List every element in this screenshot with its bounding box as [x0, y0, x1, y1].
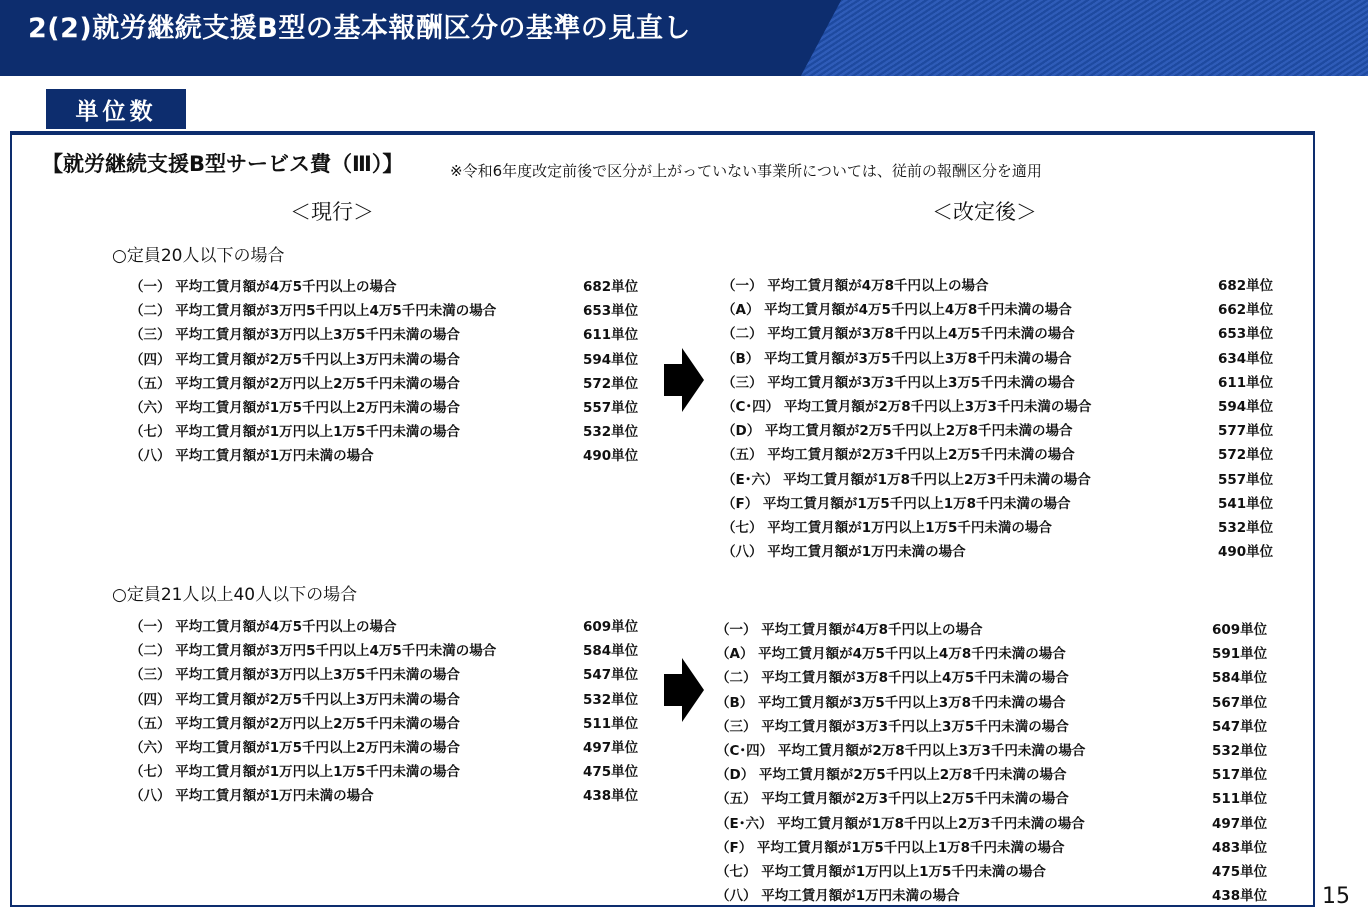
section-title: ○定員20人以下の場合 — [112, 246, 285, 266]
rate-value: 611単位 — [583, 327, 639, 344]
rate-label: （二） 平均工賃月額が3万円5千円以上4万5千円未満の場合 — [130, 303, 497, 320]
rate-value: 653単位 — [583, 303, 639, 320]
rate-label: （一） 平均工賃月額が4万5千円以上の場合 — [130, 619, 397, 635]
rate-value: 547単位 — [1212, 718, 1268, 735]
rate-value: 557単位 — [583, 400, 639, 416]
revised-rate-row — [716, 884, 1272, 908]
current-rate-row — [130, 348, 643, 372]
rate-label: （六） 平均工賃月額が1万5千円以上2万円未満の場合 — [130, 740, 460, 756]
rate-label: （七） 平均工賃月額が1万円以上1万5千円未満の場合 — [716, 864, 1046, 880]
rate-label: （五） 平均工賃月額が2万3千円以上2万5千円未満の場合 — [716, 791, 1069, 808]
current-rate-row — [130, 615, 643, 639]
rate-value: 572単位 — [583, 375, 639, 392]
rate-label: （四） 平均工賃月額が2万5千円以上3万円未満の場合 — [130, 691, 460, 708]
current-rate-row — [130, 323, 643, 347]
rate-value: 567単位 — [1212, 694, 1268, 711]
rate-value: 584単位 — [1212, 670, 1268, 687]
rate-value: 497単位 — [1212, 815, 1268, 832]
rate-label: （三） 平均工賃月額が3万3千円以上3万5千円未満の場合 — [722, 374, 1075, 391]
rate-value: 682単位 — [1218, 278, 1274, 294]
revised-rate-row — [722, 443, 1278, 467]
rate-value: 497単位 — [583, 740, 639, 756]
rate-label: （D） 平均工賃月額が2万5千円以上2万8千円未満の場合 — [716, 767, 1067, 784]
rate-value: 572単位 — [1218, 447, 1274, 464]
page-title: 2(2)就労継続支援B型の基本報酬区分の基準の見直し — [28, 13, 691, 44]
revised-rate-row — [716, 763, 1272, 787]
rate-label: （三） 平均工賃月額が3万3千円以上3万5千円未満の場合 — [716, 718, 1069, 735]
rate-label: （二） 平均工賃月額が3万8千円以上4万5千円未満の場合 — [716, 670, 1069, 687]
revised-rate-row — [722, 492, 1278, 516]
rate-label: （六） 平均工賃月額が1万5千円以上2万円未満の場合 — [130, 400, 460, 416]
current-rate-row — [130, 688, 643, 712]
current-rate-row — [130, 760, 643, 784]
revised-rate-row — [716, 642, 1272, 666]
rate-value: 609単位 — [1212, 622, 1268, 638]
slide-header — [0, 0, 1368, 76]
rate-value: 609単位 — [583, 619, 639, 635]
rate-label: （二） 平均工賃月額が3万8千円以上4万5千円未満の場合 — [722, 326, 1075, 343]
column-heading-current: ＜現行＞ — [290, 200, 374, 224]
rate-value: 490単位 — [1218, 544, 1274, 561]
rate-label: （E･六） 平均工賃月額が1万8千円以上2万3千円未満の場合 — [722, 471, 1091, 488]
revised-rate-row — [716, 715, 1272, 739]
revised-rate-row — [716, 739, 1272, 763]
rate-value: 594単位 — [1218, 399, 1274, 415]
rate-value: 438単位 — [1212, 888, 1268, 905]
rate-value: 532単位 — [583, 424, 639, 441]
revised-rate-row — [722, 395, 1278, 419]
rate-value: 511単位 — [583, 715, 639, 732]
rate-label: （七） 平均工賃月額が1万円以上1万5千円未満の場合 — [130, 764, 460, 781]
rate-label: （二） 平均工賃月額が3万円5千円以上4万5千円未満の場合 — [130, 643, 497, 660]
revised-rate-row — [722, 371, 1278, 395]
rate-label: （A） 平均工賃月額が4万5千円以上4万8千円未満の場合 — [716, 646, 1066, 663]
rate-label: （一） 平均工賃月額が4万5千円以上の場合 — [130, 279, 397, 295]
revised-rate-row — [722, 516, 1278, 540]
arrow-right-icon — [664, 348, 704, 412]
page-number: 15 — [1322, 884, 1350, 909]
revised-rate-row — [716, 812, 1272, 836]
current-rate-row — [130, 712, 643, 736]
rate-label: （四） 平均工賃月額が2万5千円以上3万円未満の場合 — [130, 351, 460, 368]
rate-value: 490単位 — [583, 448, 639, 465]
current-rate-row — [130, 444, 643, 468]
rate-value: 532単位 — [1218, 520, 1274, 536]
rate-value: 438単位 — [583, 788, 639, 805]
tab-label: 単位数 — [46, 89, 186, 129]
rate-label: （三） 平均工賃月額が3万円以上3万5千円未満の場合 — [130, 667, 460, 684]
revised-rate-row — [722, 298, 1278, 322]
revised-rate-row — [716, 618, 1272, 642]
header-decoration — [793, 0, 1368, 76]
revised-rate-row — [722, 540, 1278, 564]
current-rate-row — [130, 420, 643, 444]
rate-label: （八） 平均工賃月額が1万円未満の場合 — [722, 544, 966, 561]
rate-value: 557単位 — [1218, 471, 1274, 488]
rate-label: （一） 平均工賃月額が4万8千円以上の場合 — [722, 278, 989, 294]
rate-label: （三） 平均工賃月額が3万円以上3万5千円未満の場合 — [130, 327, 460, 344]
current-rate-row — [130, 663, 643, 687]
rate-label: （八） 平均工賃月額が1万円未満の場合 — [130, 788, 374, 805]
rate-value: 611単位 — [1218, 374, 1274, 391]
rate-label: （E･六） 平均工賃月額が1万8千円以上2万3千円未満の場合 — [716, 815, 1085, 832]
rate-value: 577単位 — [1218, 423, 1274, 440]
revised-rate-row — [716, 860, 1272, 884]
revised-rate-row — [716, 691, 1272, 715]
rate-label: （F） 平均工賃月額が1万5千円以上1万8千円未満の場合 — [722, 495, 1071, 512]
revised-rate-row — [722, 419, 1278, 443]
current-rate-row — [130, 784, 643, 808]
revised-rate-row — [716, 666, 1272, 690]
rate-label: （D） 平均工賃月額が2万5千円以上2万8千円未満の場合 — [722, 423, 1073, 440]
column-heading-revised: ＜改定後＞ — [932, 200, 1037, 224]
rate-value: 511単位 — [1212, 791, 1268, 808]
current-rate-row — [130, 639, 643, 663]
rate-label: （B） 平均工賃月額が3万5千円以上3万8千円未満の場合 — [722, 350, 1072, 367]
rate-label: （A） 平均工賃月額が4万5千円以上4万8千円未満の場合 — [722, 302, 1072, 319]
rate-value: 483単位 — [1212, 839, 1268, 856]
rate-label: （五） 平均工賃月額が2万円以上2万5千円未満の場合 — [130, 715, 460, 732]
revised-rate-row — [722, 322, 1278, 346]
rate-value: 682単位 — [583, 279, 639, 295]
current-rate-row — [130, 299, 643, 323]
revised-rate-row — [722, 468, 1278, 492]
rate-value: 584単位 — [583, 643, 639, 660]
rate-label: （C･四） 平均工賃月額が2万8千円以上3万3千円未満の場合 — [716, 743, 1086, 759]
current-rate-row — [130, 275, 643, 299]
rate-label: （五） 平均工賃月額が2万3千円以上2万5千円未満の場合 — [722, 447, 1075, 464]
current-rate-row — [130, 372, 643, 396]
rate-value: 475単位 — [583, 764, 639, 781]
revised-rate-row — [722, 274, 1278, 298]
rate-label: （一） 平均工賃月額が4万8千円以上の場合 — [716, 622, 983, 638]
rate-label: （七） 平均工賃月額が1万円以上1万5千円未満の場合 — [130, 424, 460, 441]
rate-value: 517単位 — [1212, 767, 1268, 784]
rate-value: 591単位 — [1212, 646, 1268, 663]
rate-label: （F） 平均工賃月額が1万5千円以上1万8千円未満の場合 — [716, 839, 1065, 856]
rate-value: 594単位 — [583, 351, 639, 368]
rate-label: （B） 平均工賃月額が3万5千円以上3万8千円未満の場合 — [716, 694, 1066, 711]
rate-label: （五） 平均工賃月額が2万円以上2万5千円未満の場合 — [130, 375, 460, 392]
rate-value: 532単位 — [583, 691, 639, 708]
rate-label: （七） 平均工賃月額が1万円以上1万5千円未満の場合 — [722, 520, 1052, 536]
rate-value: 634単位 — [1218, 350, 1274, 367]
rate-label: （C･四） 平均工賃月額が2万8千円以上3万3千円未満の場合 — [722, 399, 1092, 415]
note-text: ※令和6年度改定前後で区分が上がっていない事業所については、従前の報酬区分を適用 — [450, 162, 1042, 180]
revised-rate-row — [722, 347, 1278, 371]
rate-value: 653単位 — [1218, 326, 1274, 343]
rate-label: （八） 平均工賃月額が1万円未満の場合 — [130, 448, 374, 465]
revised-rate-row — [716, 787, 1272, 811]
rate-value: 547単位 — [583, 667, 639, 684]
rate-value: 541単位 — [1218, 495, 1274, 512]
section-title: ○定員21人以上40人以下の場合 — [112, 585, 358, 605]
rate-value: 662単位 — [1218, 302, 1274, 319]
rate-label: （八） 平均工賃月額が1万円未満の場合 — [716, 888, 960, 905]
revised-rate-row — [716, 836, 1272, 860]
rate-value: 532単位 — [1212, 743, 1268, 759]
current-rate-row — [130, 396, 643, 420]
rate-value: 475単位 — [1212, 864, 1268, 880]
arrow-right-icon — [664, 658, 704, 722]
service-title: 【就労継続支援B型サービス費（Ⅲ）】 — [42, 152, 404, 176]
current-rate-row — [130, 736, 643, 760]
